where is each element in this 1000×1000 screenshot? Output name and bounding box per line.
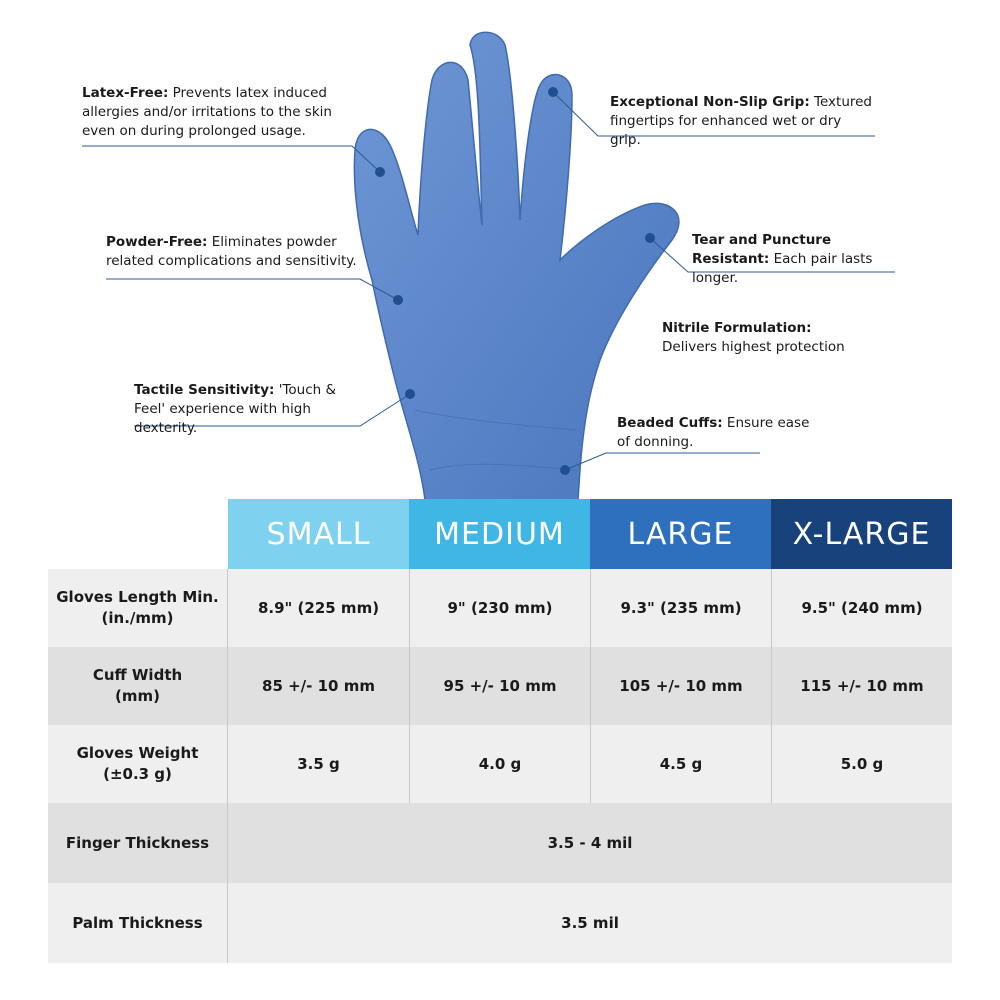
callout-title: Powder-Free: — [106, 234, 208, 250]
table-cell-span: 3.5 - 4 mil — [547, 834, 633, 852]
table-cell: 95 +/- 10 mm — [409, 647, 590, 725]
callout-text: Eliminates powder related complications and sensitivity. — [106, 234, 357, 269]
callout-text: Ensure ease of donning. — [617, 415, 810, 450]
callout-title: Exceptional Non-Slip Grip: — [610, 94, 810, 110]
table-cell: 9.5" (240 mm) — [771, 569, 952, 647]
table-cell: 105 +/- 10 mm — [590, 647, 771, 725]
table-cell-span: 3.5 mil — [561, 914, 619, 932]
size-header-xlarge: X-LARGE — [771, 499, 952, 569]
callout-beaded-cuffs — [617, 414, 812, 452]
table-row — [48, 883, 952, 963]
table-cell: 9.3" (235 mm) — [590, 569, 771, 647]
callout-tactile — [134, 381, 359, 438]
table-cell: 4.0 g — [409, 725, 590, 803]
callout-nitrile — [662, 319, 867, 357]
row-label: Palm Thickness — [48, 883, 228, 963]
row-label: Finger Thickness — [48, 803, 228, 883]
callout-tear-resistant — [692, 231, 902, 288]
size-header-row — [48, 499, 952, 569]
table-row — [48, 647, 952, 725]
table-cell: 4.5 g — [590, 725, 771, 803]
size-header-small: SMALL — [228, 499, 409, 569]
table-row — [48, 569, 952, 647]
header-blank — [48, 499, 228, 569]
table-cell: 8.9" (225 mm) — [257, 599, 380, 617]
table-cell: 9" (230 mm) — [409, 569, 590, 647]
size-header-medium: MEDIUM — [409, 499, 590, 569]
table-cell: 85 +/- 10 mm — [262, 677, 375, 695]
row-label: Gloves Length Min. (in./mm) — [48, 569, 228, 647]
callout-latex-free — [82, 84, 342, 141]
row-label: Cuff Width (mm) — [48, 647, 228, 725]
table-row — [48, 803, 952, 883]
table-row — [48, 725, 952, 803]
callout-powder-free — [106, 233, 361, 271]
callout-title: Tear and Puncture Resistant: — [692, 232, 832, 267]
size-header-large: LARGE — [590, 499, 771, 569]
callout-title: Latex-Free: — [82, 85, 169, 101]
table-cell: 3.5 g — [297, 755, 340, 773]
size-spec-table — [48, 499, 952, 963]
callout-text: Each pair lasts longer. — [692, 251, 873, 286]
callout-title: Beaded Cuffs: — [617, 415, 723, 431]
callout-text: Prevents latex induced allergies and/or irritations to the skin even on during prolonged usage. — [82, 85, 332, 139]
row-label: Gloves Weight (±0.3 g) — [48, 725, 228, 803]
callout-non-slip-grip — [610, 93, 875, 150]
callout-text: Delivers highest protection — [662, 339, 845, 355]
table-cell: 115 +/- 10 mm — [771, 647, 952, 725]
table-cell: 5.0 g — [771, 725, 952, 803]
callout-text: Textured fingertips for enhanced wet or dry grip. — [610, 94, 872, 148]
callout-title: Nitrile Formulation: — [662, 320, 812, 336]
callout-title: Tactile Sensitivity: — [134, 382, 275, 398]
callout-text: 'Touch & Feel' experience with high dexterity. — [134, 382, 337, 436]
